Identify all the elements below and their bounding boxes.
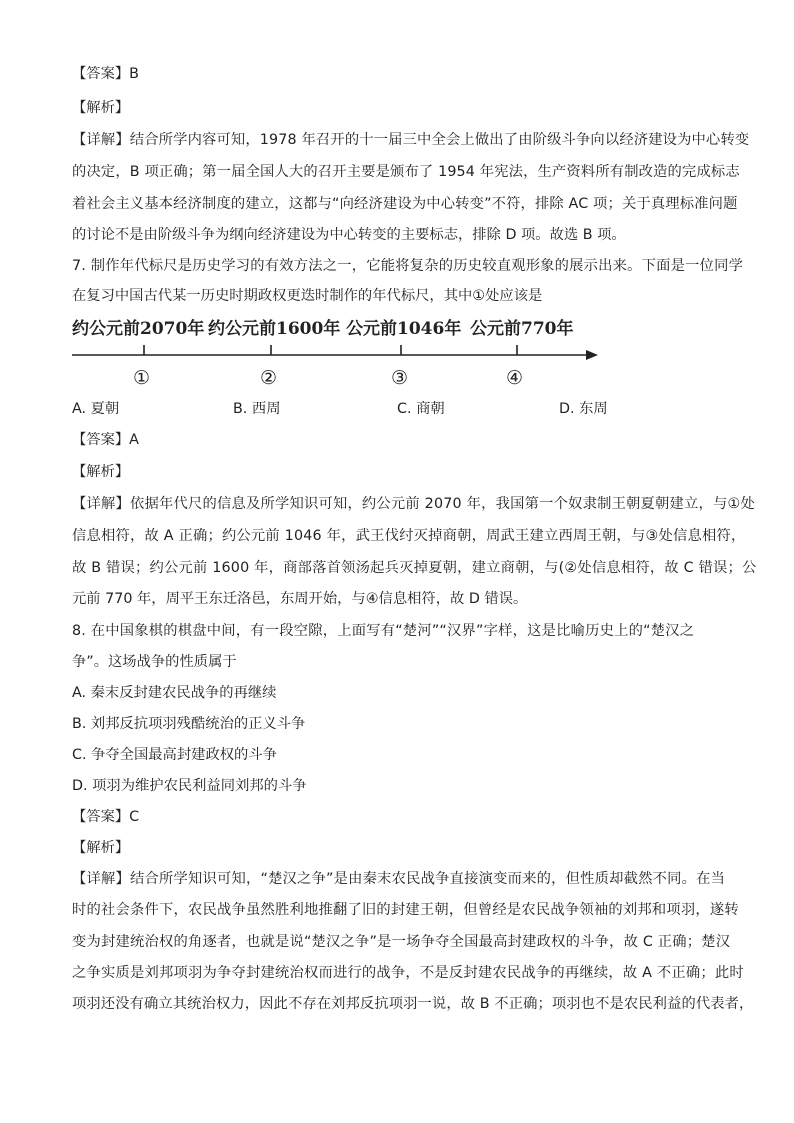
timeline-marker: ④: [506, 367, 524, 389]
q8-analysis-heading: 【解析】: [72, 840, 130, 856]
q8-detail-line: 之争实质是刘邦项羽为争夺封建统治权而进行的战争，不是反封建农民战争的再继续，故 A 不正确；此时: [72, 965, 744, 981]
timeline-arrow-icon: [586, 350, 598, 360]
q7-option-c[interactable]: C. 商朝: [397, 401, 445, 417]
timeline-label: 公元前1046年: [346, 319, 462, 339]
q8-option-a[interactable]: A. 秦末反封建农民战争的再继续: [72, 685, 277, 701]
timeline-label: 约公元前1600年: [208, 319, 341, 339]
q7-option-b[interactable]: B. 西周: [233, 401, 281, 417]
q8-detail-line: 变为封建统治权的角逐者，也就是说“楚汉之争”是一场争夺全国最高封建政权的斗争，故 C 正确；楚汉: [72, 934, 731, 950]
q8-detail-line: 项羽还没有确立其统治权力，因此不存在刘邦反抗项羽一说，故 B 不正确；项羽也不是农民利益的代表者，: [72, 996, 754, 1012]
timeline-marker: ③: [391, 367, 409, 389]
q7-stem-line: 7. 制作年代标尺是历史学习的有效方法之一，它能将复杂的历史较直观形象的展示出来。下面是一位同学: [72, 258, 744, 274]
q7-options: [0, 399, 794, 421]
q7-detail-line: 故 B 错误；约公元前 1600 年，商部落首领汤起兵灭掉夏朝，建立商朝，与(②处信息相符，故 C 错误；公: [72, 560, 757, 576]
q7-detail-line: 【详解】依据年代尺的信息及所学知识可知，约公元前 2070 年，我国第一个奴隶制王朝夏朝建立，与①处: [72, 496, 756, 512]
q7-analysis-heading: 【解析】: [72, 464, 130, 480]
q8-option-d[interactable]: D. 项羽为维护农民利益同刘邦的斗争: [72, 778, 307, 794]
q6-detail-line: 的决定，B 项正确；第一届全国人大的召开主要是颁布了 1954 年宪法，生产资料所有制改造的完成标志: [72, 164, 740, 180]
q8-option-b[interactable]: B. 刘邦反抗项羽残酷统治的正义斗争: [72, 716, 306, 732]
timeline-label: 公元前770年: [470, 319, 574, 339]
q8-stem-line: 争”。这场战争的性质属于: [72, 654, 237, 670]
timeline-axis: [0, 310, 794, 370]
timeline-marker: ①: [133, 367, 151, 389]
q8-stem-line: 8. 在中国象棋的棋盘中间，有一段空隙，上面写有“楚河”“汉界”字样，这是比喻历史上的“楚汉之: [72, 623, 695, 639]
q7-answer: 【答案】A: [72, 432, 139, 448]
q8-option-c[interactable]: C. 争夺全国最高封建政权的斗争: [72, 747, 277, 763]
q7-detail-line: 信息相符，故 A 正确；约公元前 1046 年，武王伐纣灭掉商朝，周武王建立西周王朝，与③处信息相符，: [72, 528, 746, 544]
q8-detail-line: 时的社会条件下，农民战争虽然胜利地推翻了旧的封建王朝，但曾经是农民战争领袖的刘邦和项羽，遂转: [72, 902, 739, 918]
q7-option-d[interactable]: D. 东周: [559, 401, 608, 417]
q6-answer: 【答案】B: [72, 66, 139, 82]
q6-analysis-heading: 【解析】: [72, 100, 130, 116]
q7-option-a[interactable]: A. 夏朝: [72, 401, 120, 417]
timeline-label: 约公元前2070年: [72, 319, 205, 339]
q6-detail-line: 【详解】结合所学内容可知，1978 年召开的十一届三中全会上做出了由阶级斗争向以经济建设为中心转变: [72, 132, 750, 148]
q6-detail-line: 着社会主义基本经济制度的建立，这都与“向经济建设为中心转变”不符，排除 AC 项；关于真理标准问题: [72, 196, 738, 212]
timeline-marker: ②: [260, 367, 278, 389]
q7-stem-line: 在复习中国古代某一历史时期政权更迭时制作的年代标尺，其中①处应该是: [72, 288, 543, 304]
q8-detail-line: 【详解】结合所学知识可知，“楚汉之争”是由秦末农民战争直接演变而来的，但性质却截然不同。在当: [72, 871, 726, 887]
q6-detail-line: 的讨论不是由阶级斗争为纲向经济建设为中心转变的主要标志，排除 D 项。故选 B 项。: [72, 227, 626, 243]
timeline-ruler: [0, 310, 794, 400]
q7-detail-line: 元前 770 年，周平王东迁洛邑，东周开始，与④信息相符，故 D 错误。: [72, 591, 528, 607]
q8-answer: 【答案】C: [72, 809, 140, 825]
